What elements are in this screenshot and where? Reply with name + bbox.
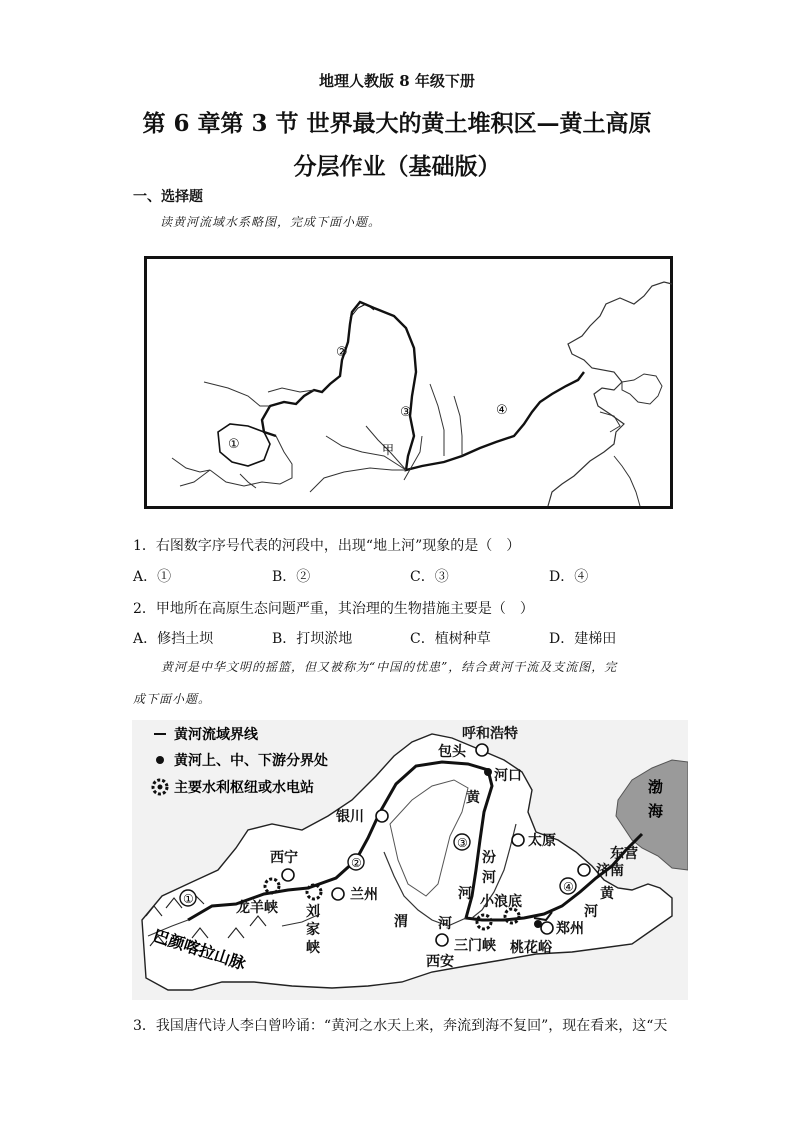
question-2-stem: 2．甲地所在高原生态问题严重，其治理的生物措施主要是（ ）	[133, 601, 534, 617]
place-dongying: 东营	[610, 846, 638, 862]
river-huang-2: 黄	[600, 886, 614, 902]
place-xining: 西宁	[270, 850, 298, 866]
question-2-option-a[interactable]: A．修挡土坝	[133, 631, 214, 647]
city-marker-jinan	[578, 864, 590, 876]
river-wei-he: 河	[438, 916, 452, 932]
marker-1: ①	[183, 892, 194, 906]
river-fen: 汾	[482, 850, 496, 866]
river-wei: 渭	[394, 914, 408, 930]
place-sanmenxia: 三门峡	[454, 938, 496, 954]
division-point-hekou	[484, 768, 492, 776]
legend-boundary-label: 黄河流域界线	[174, 727, 258, 743]
place-xiaolangdi: 小浪底	[480, 894, 522, 910]
passage2-line2: 成下面小题。	[133, 692, 212, 706]
place-hekou: 河口	[494, 768, 522, 784]
marker-4: ④	[563, 880, 574, 894]
place-yinchuan: 银川	[336, 809, 364, 825]
river-fen-he: 河	[482, 870, 496, 886]
question-2-option-d[interactable]: D．建梯田	[549, 631, 617, 647]
place-hohhot: 呼和浩特	[462, 726, 518, 742]
place-bayankala-range: 巴颜喀拉山脉	[150, 925, 248, 974]
question-2-option-b[interactable]: B．打坝淤地	[272, 631, 353, 647]
yellow-river-tributaries-map	[132, 720, 688, 1000]
sea-hai: 海	[648, 802, 664, 820]
map1-label-4: ④	[496, 403, 508, 418]
document-title-line2: 分层作业（基础版）	[293, 153, 501, 180]
place-xia: 峡	[306, 940, 320, 956]
place-xian: 西安	[426, 954, 454, 970]
place-taiyuan: 太原	[528, 833, 556, 849]
place-longyangxia: 龙羊峡	[236, 900, 278, 916]
map1-label-jia: 甲	[382, 443, 395, 457]
city-marker-xining	[282, 869, 294, 881]
section-heading: 一、选择题	[133, 189, 203, 205]
city-marker-hohhot	[476, 744, 488, 756]
map1-label-3: ③	[400, 405, 412, 420]
place-zhengzhou: 郑州	[556, 921, 584, 937]
place-taohuayu: 桃花峪	[510, 940, 552, 956]
document-subtitle: 地理人教版 8 年级下册	[319, 72, 475, 90]
division-point-legend-icon	[156, 756, 164, 764]
map1-label-2: ②	[336, 345, 348, 360]
question-1-stem: 1．右图数字序号代表的河段中，出现“地上河”现象的是（ ）	[133, 538, 521, 554]
place-baotou: 包头	[438, 744, 466, 760]
yellow-river-sketch-map	[144, 256, 674, 510]
river-he-1: 河	[458, 886, 472, 902]
question-2-option-c[interactable]: C．植树种草	[410, 631, 491, 647]
city-marker-yinchuan	[376, 810, 388, 822]
city-marker-lanzhou	[332, 888, 344, 900]
question-1-option-d[interactable]: D．④	[549, 569, 589, 585]
division-point-taohuayu	[534, 920, 542, 928]
question-1-option-b[interactable]: B．②	[272, 569, 311, 585]
place-jia: 家	[306, 922, 320, 938]
document-title-line1: 第 6 章第 3 节 世界最大的黄土堆积区—黄土高原	[142, 110, 652, 137]
river-huang-1: 黄	[466, 790, 480, 806]
place-lanzhou: 兰州	[350, 887, 378, 903]
place-liu: 刘	[306, 904, 320, 920]
question-3-stem: 3．我国唐代诗人李白曾吟诵：“黄河之水天上来，奔流到海不复回”，现在看来，这“天	[133, 1018, 668, 1034]
sea-bo: 渤	[648, 778, 664, 796]
map1-label-1: ①	[228, 437, 240, 452]
question-1-option-c[interactable]: C．③	[410, 569, 449, 585]
marker-2: ②	[351, 856, 362, 870]
marker-3: ③	[457, 836, 468, 850]
city-marker-taiyuan	[512, 834, 524, 846]
city-marker-zhengzhou	[541, 922, 553, 934]
place-jinan: 济南	[596, 863, 624, 879]
city-marker-xian	[436, 934, 448, 946]
passage1-intro: 读黄河流域水系略图，完成下面小题。	[160, 215, 382, 229]
river-he-2: 河	[584, 904, 598, 920]
legend-dam-label: 主要水利枢纽或水电站	[174, 780, 314, 796]
passage2-line1: 黄河是中华文明的摇篮，但又被称为“中国的忧患”，结合黄河干流及支流图，完	[161, 660, 618, 674]
legend-division-label: 黄河上、中、下游分界处	[174, 753, 328, 769]
question-1-option-a[interactable]: A．①	[133, 569, 172, 585]
